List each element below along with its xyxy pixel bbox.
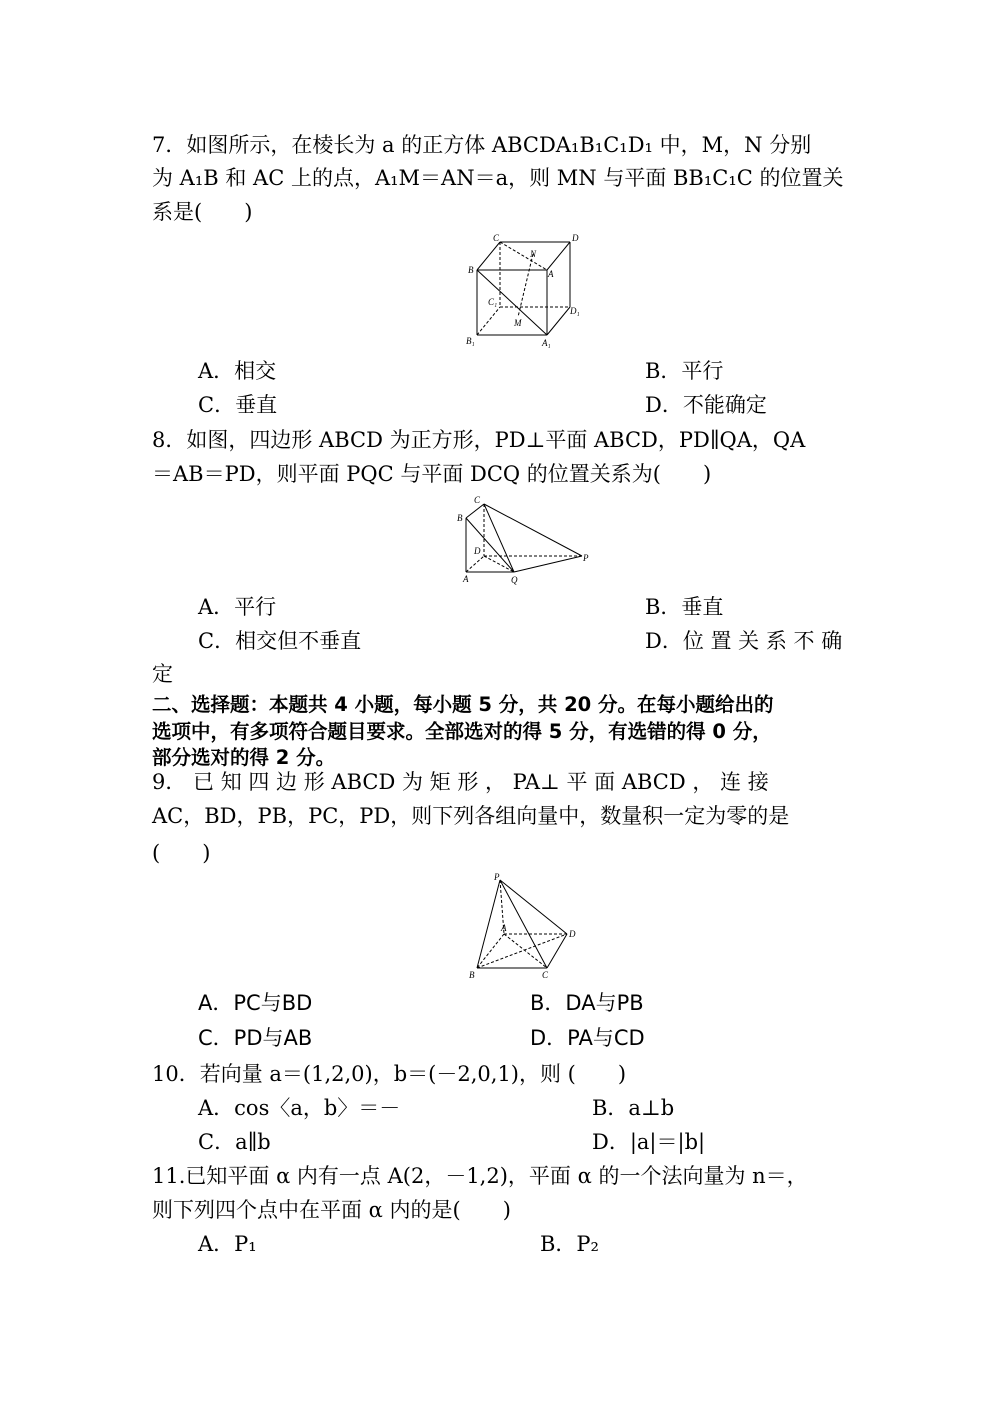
q8-option-a[interactable]: A．平行 bbox=[198, 595, 277, 619]
q10-option-c[interactable]: C．a∥b bbox=[198, 1130, 271, 1154]
q8-stem-line-2: ＝AB＝PD，则平面 PQC 与平面 DCQ 的位置关系为( ) bbox=[152, 462, 712, 486]
q8-label-p: P bbox=[583, 553, 589, 563]
q7-label-d: D bbox=[572, 233, 579, 243]
q7-option-a[interactable]: A．相交 bbox=[198, 359, 277, 383]
q11-option-a[interactable]: A．P₁ bbox=[198, 1232, 257, 1256]
q9-label-c: C bbox=[542, 970, 549, 980]
q9-label-a: A bbox=[501, 923, 507, 933]
q7-option-b[interactable]: B．平行 bbox=[645, 359, 724, 383]
q10-stem: 10．若向量 a＝(1,2,0)，b＝(－2,0,1)，则 ( ) bbox=[152, 1062, 627, 1086]
q7-label-b: B bbox=[468, 265, 474, 275]
q8-label-d: D bbox=[474, 546, 481, 556]
q8-label-q: Q bbox=[511, 575, 518, 585]
q8-stem-line-1: 8．如图，四边形 ABCD 为正方形，PD⊥平面 ABCD，PD∥QA，QA bbox=[152, 428, 806, 452]
q7-label-a: A bbox=[548, 269, 554, 279]
q10-option-b[interactable]: B．a⊥b bbox=[592, 1096, 675, 1120]
q7-label-m: M bbox=[514, 318, 522, 328]
q7-label-n: N bbox=[530, 249, 537, 259]
q7-stem-line-2: 为 A₁B 和 AC 上的点，A₁M＝AN＝a，则 MN 与平面 BB₁C₁C 的位置关 bbox=[152, 166, 844, 190]
q7-label-c: C bbox=[493, 233, 500, 243]
q7-label-d1: D₁ bbox=[570, 306, 580, 316]
q9-option-c[interactable]: C．PD与AB bbox=[198, 1026, 313, 1050]
q7-label-c1: C₁ bbox=[488, 297, 498, 307]
q7-label-b1: B₁ bbox=[466, 336, 475, 346]
section2-line-3: 部分选对的得 2 分。 bbox=[152, 746, 336, 769]
q9-stem-line-1: 9． 已 知 四 边 形 ABCD 为 矩 形 ， PA⊥ 平 面 ABCD ， 连 接 bbox=[152, 770, 769, 794]
q7-option-d[interactable]: D．不能确定 bbox=[645, 393, 767, 417]
q8-option-d[interactable]: D．位 置 关 系 不 确 bbox=[645, 629, 843, 653]
q7-stem-line-3: 系是( ) bbox=[152, 200, 253, 224]
q9-pyramid-figure bbox=[462, 870, 590, 982]
q10-option-d[interactable]: D．|a|＝|b| bbox=[592, 1130, 706, 1154]
q7-label-a1: A₁ bbox=[542, 338, 551, 348]
q7-stem-line-1: 7．如图所示，在棱长为 a 的正方体 ABCDA₁B₁C₁D₁ 中，M，N 分别 bbox=[152, 133, 812, 157]
q9-label-p: P bbox=[494, 872, 500, 882]
q7-option-c[interactable]: C．垂直 bbox=[198, 393, 278, 417]
q7-cube-figure bbox=[460, 232, 590, 352]
q11-stem-line-2: 则下列四个点中在平面 α 内的是( ) bbox=[152, 1198, 511, 1222]
q9-label-b: B bbox=[469, 970, 475, 980]
q8-label-c: C bbox=[474, 495, 481, 505]
q11-stem-line-1: 11.已知平面 α 内有一点 A(2，－1,2)，平面 α 的一个法向量为 n＝， bbox=[152, 1164, 808, 1188]
q9-stem-line-3: ( ) bbox=[152, 841, 211, 865]
q9-label-d: D bbox=[569, 929, 576, 939]
q9-stem-line-2: AC，BD，PB，PC，PD，则下列各组向量中，数量积一定为零的是 bbox=[152, 804, 790, 828]
q9-option-a[interactable] bbox=[198, 988, 312, 1018]
q8-figure bbox=[454, 494, 594, 586]
q8-option-c[interactable]: C．相交但不垂直 bbox=[198, 629, 362, 653]
section2-line-2: 选项中，有多项符合题目要求。全部选对的得 5 分，有选错的得 0 分， bbox=[152, 720, 772, 743]
q9-option-d[interactable]: D．PA与CD bbox=[530, 1026, 645, 1050]
q10-option-a[interactable]: A．cos〈a，b〉＝－ bbox=[198, 1096, 401, 1120]
q8-option-d-continued: 定 bbox=[152, 662, 173, 686]
q9-option-a-text: A．PC与BD bbox=[198, 991, 313, 1015]
section2-line-1: 二、选择题：本题共 4 小题，每小题 5 分，共 20 分。在每小题给出的 bbox=[152, 693, 774, 716]
q11-option-b[interactable]: B．P₂ bbox=[540, 1232, 599, 1256]
q9-option-b[interactable]: B．DA与PB bbox=[530, 991, 644, 1015]
q8-label-b: B bbox=[457, 513, 463, 523]
q8-option-b[interactable]: B．垂直 bbox=[645, 595, 724, 619]
q8-label-a: A bbox=[463, 574, 469, 584]
